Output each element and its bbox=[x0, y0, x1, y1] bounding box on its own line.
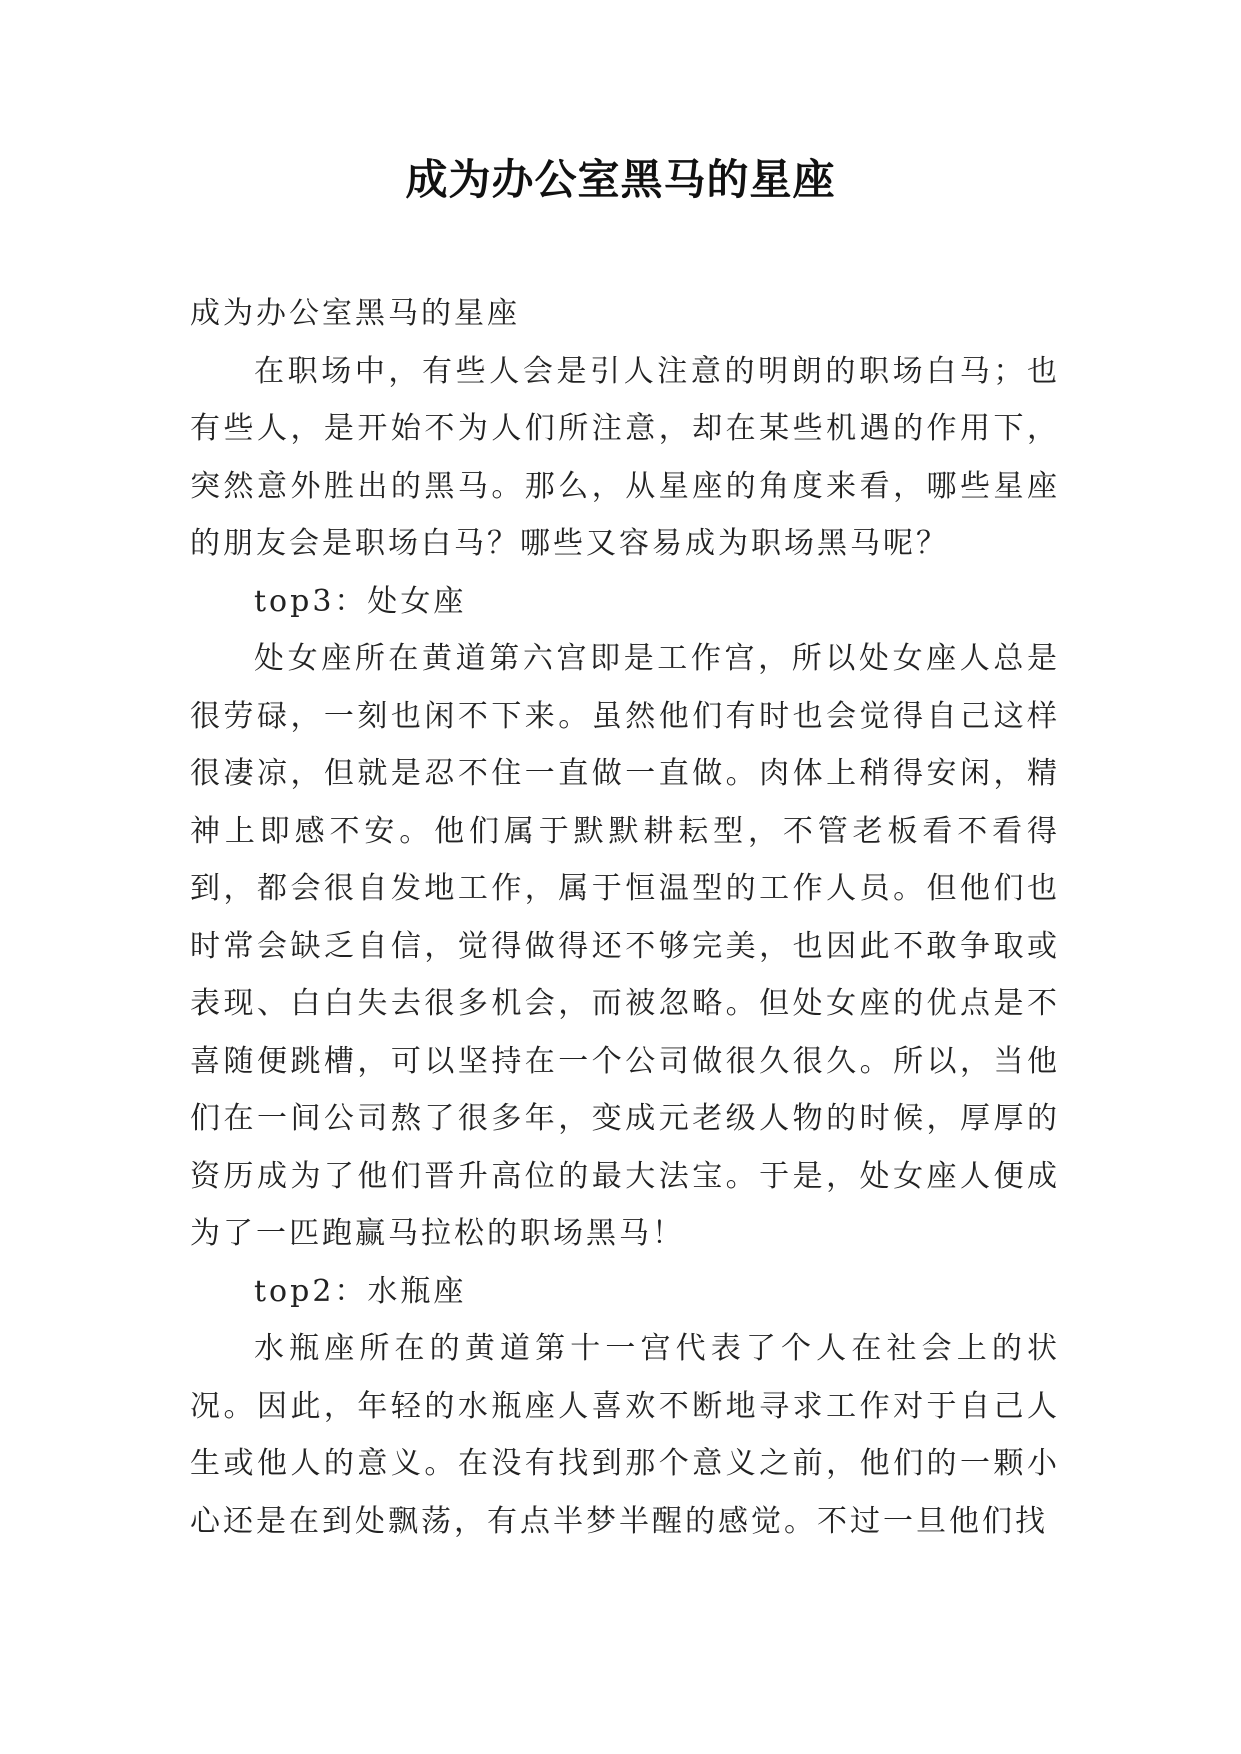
virgo-paragraph: 处女座所在黄道第六宫即是工作宫，所以处女座人总是很劳碌，一刻也闲不下来。虽然他们有时也会觉得自己这样很凄凉，但就是忍不住一直做一直做。肉体上稍得安闲，精神上即感不安。他们属于默默耕耘型，不管老板看不看得到，都会很自发地工作，属于恒温型的工作人员。但他们也时常会缺乏自信，觉得做得还不够完美，也因此不敢争取或表现、白白失去很多机会，而被忽略。但处女座的优点是不喜随便跳槽，可以坚持在一个公司做很久很久。所以，当他们在一间公司熬了很多年，变成元老级人物的时候，厚厚的资历成为了他们晋升高位的最大法宝。于是，处女座人便成为了一匹跑赢马拉松的职场黑马！ bbox=[190, 641, 1060, 1251]
section-heading-top3: top3：处女座 bbox=[254, 583, 467, 619]
subtitle-paragraph: 成为办公室黑马的星座 bbox=[190, 296, 520, 331]
aquarius-paragraph: 水瓶座所在的黄道第十一宫代表了个人在社会上的状况。因此，年轻的水瓶座人喜欢不断地寻求工作对于自己人生或他人的意义。在没有找到那个意义之前，他们的一颗小心还是在到处飘荡，有点半梦半醒的感觉。不过一旦他们找 bbox=[190, 1331, 1060, 1539]
section-heading-top2: top2：水瓶座 bbox=[254, 1273, 467, 1309]
document-title: 成为办公室黑马的星座 bbox=[405, 155, 836, 204]
intro-paragraph: 在职场中，有些人会是引人注意的明朗的职场白马；也有些人，是开始不为人们所注意，却在某些机遇的作用下，突然意外胜出的黑马。那么，从星座的角度来看，哪些星座的朋友会是职场白马？哪些又容易成为职场黑马呢？ bbox=[190, 353, 1060, 561]
document-body bbox=[190, 285, 1060, 1550]
